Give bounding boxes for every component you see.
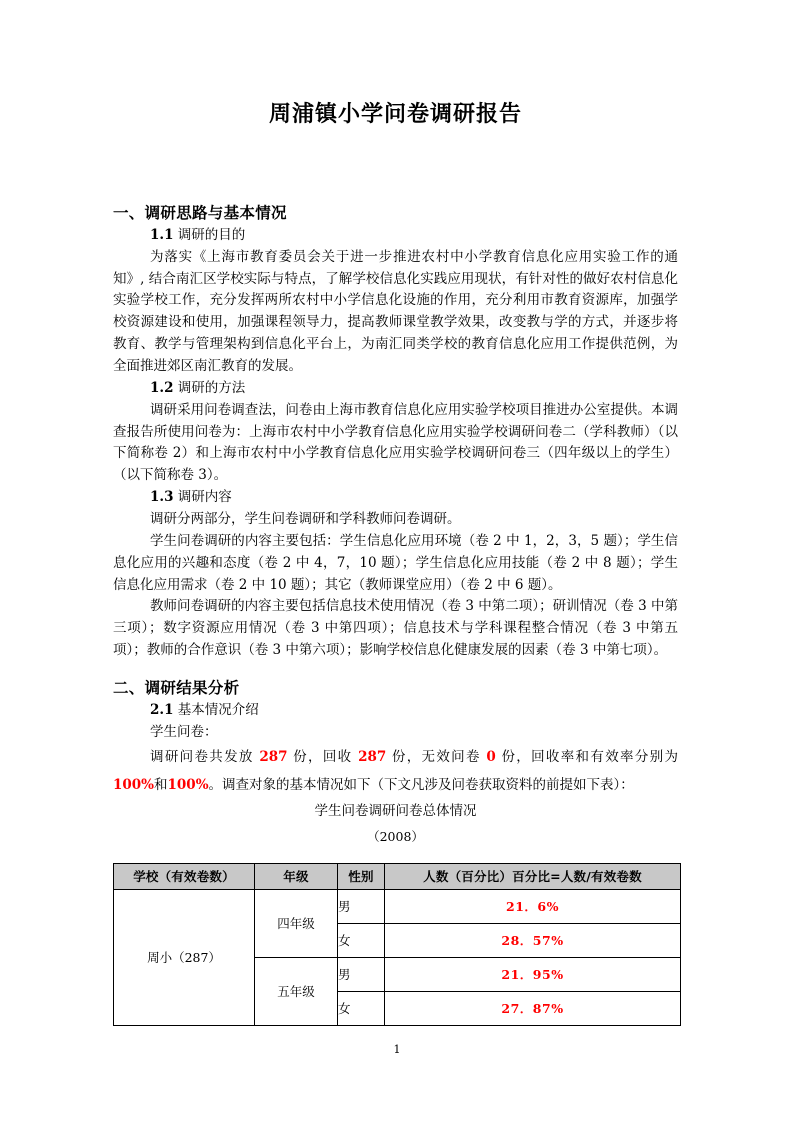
subsection-number: 2.1	[150, 702, 174, 719]
recovery-rate: 100%	[113, 776, 155, 793]
cell-grade-4: 四年级	[255, 889, 338, 957]
survey-text-5: 和	[154, 776, 168, 793]
cell-school: 周小（287）	[114, 889, 255, 1025]
page-number: 1	[393, 1043, 401, 1056]
section-heading-1: 一、调研思路与基本情况	[113, 203, 287, 222]
paragraph-1-3-3: 教师问卷调研的内容主要包括信息技术使用情况（卷 3 中第二项）；研训情况（卷 3 中第三项）；数字资源应用情况（卷 3 中第四项）；信息技术与学科课程整合情况（卷 3 中第五项）；教师的合作意识（卷 3 中第六项）；影响学校信息化健康发展的因素（卷 3 中第七项）。	[113, 598, 678, 659]
cell-percent: 28．57%	[385, 923, 681, 957]
paragraph-1-3-1: 调研分两部分，学生问卷调研和学科教师问卷调研。	[150, 511, 461, 528]
cell-percent: 27．87%	[385, 991, 681, 1025]
subsection-title: 调研的目的	[177, 226, 246, 243]
survey-summary-paragraph	[113, 744, 678, 799]
subsection-number: 1.3	[150, 489, 174, 506]
invalid-count: 0	[486, 749, 496, 765]
subsection-title: 基本情况介绍	[177, 702, 259, 719]
subsection-title: 调研内容	[177, 489, 232, 506]
cell-gender-male: 男	[338, 957, 385, 991]
cell-percent: 21．95%	[385, 957, 681, 991]
cell-gender-female: 女	[338, 923, 385, 957]
paragraph-1-1-1: 为落实《上海市教育委员会关于进一步推进农村中小学教育信息化应用实验工作的通知》, 结合南汇区学校实际与特点，了解学校信息化实践应用现状，有针对性的做好农村信息化实验学校工作，充分发挥两所农村中小学信息化设施的作用，充分利用市教育资源库，加强学校资源建设和使用，加强课程领导力，提高教师课堂教学效果，改变教与学的方式，并逐步将教育、教学与管理架构到信息化平台上，为南汇同类学校的教育信息化应用工作提供范例，为全面推进郊区南汇教育的发展。	[113, 248, 678, 374]
table-header-row	[114, 863, 681, 889]
collected-count: 287	[358, 749, 387, 765]
survey-text-3: 份，无效问卷	[386, 749, 487, 765]
cell-gender-female: 女	[338, 991, 385, 1025]
student-survey-table	[113, 863, 681, 1026]
survey-text-2: 份，回收	[287, 749, 359, 765]
subsection-heading-1-3	[113, 487, 678, 509]
subsection-title: 调研的方法	[177, 379, 246, 396]
student-questionnaire-label: 学生问卷：	[150, 724, 218, 741]
subsection-heading-1-2	[113, 378, 678, 400]
document-content	[113, 0, 678, 1026]
cell-gender-male: 男	[338, 889, 385, 923]
subsection-number: 1.1	[150, 226, 174, 243]
column-header-count-percent: 人数（百分比）百分比=人数/有效卷数	[385, 863, 681, 889]
data-table-wrapper	[113, 863, 678, 1026]
column-header-grade: 年级	[255, 863, 338, 889]
survey-text-1: 调研问卷共发放	[150, 749, 260, 765]
survey-text-6: 。调查对象的基本情况如下（下文凡涉及问卷获取资料的前提如下表）：	[208, 776, 634, 793]
distributed-count: 287	[259, 749, 288, 765]
paragraph-1-2-1: 调研采用问卷调查法，问卷由上海市教育信息化应用实验学校项目推进办公室提供。本调查报告所使用问卷为：上海市农村中小学教育信息化应用实验学校调研问卷二（学科教师）（以下简称卷 2）和上海市农村中小学教育信息化应用实验学校调研问卷三（四年级以上的学生）（以下简称卷 3）。	[113, 401, 678, 484]
subsection-heading-2-1	[113, 700, 678, 722]
validity-rate: 100%	[167, 776, 209, 793]
subsection-number: 1.2	[150, 379, 174, 396]
subsection-heading-1-1	[113, 225, 678, 247]
table-caption: 学生问卷调研问卷总体情况	[314, 803, 477, 820]
column-header-gender: 性别	[338, 863, 385, 889]
paragraph-1-3-2: 学生问卷调研的内容主要包括：学生信息化应用环境（卷 2 中 1，2，3，5 题）；学生信息化应用的兴趣和态度（卷 2 中 4，7，10 题）；学生信息化应用技能（卷 2 中 8 题）；学生信息化应用需求（卷 2 中 10 题）；其它（教师课堂应用）（卷 2 中 6 题）。	[113, 532, 678, 593]
column-header-school: 学校（有效卷数）	[114, 863, 255, 889]
survey-text-4: 份，回收率和有效率分别为	[495, 749, 678, 765]
table-row	[114, 889, 681, 923]
page-title: 周浦镇小学问卷调研报告	[268, 101, 522, 127]
table-caption-year: （2008）	[367, 828, 424, 844]
section-heading-2: 二、调研结果分析	[113, 679, 240, 698]
cell-grade-5: 五年级	[255, 957, 338, 1025]
cell-percent: 21．6%	[385, 889, 681, 923]
